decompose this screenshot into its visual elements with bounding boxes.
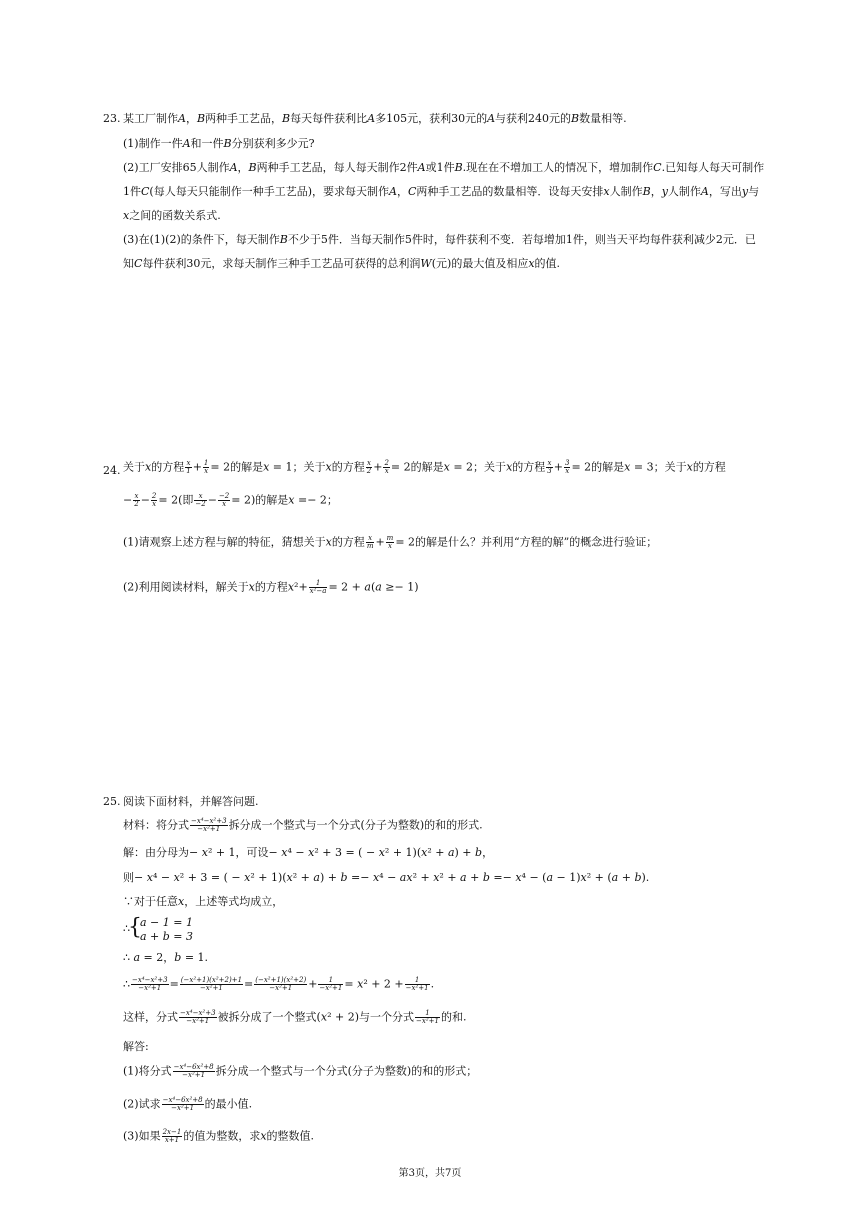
q25-answer-1: (1)将分式 $\frac{\text{−x⁴−6x²+8}}{\text{−x²+1}}$ 拆分成一个整式与一个分式(分子为整数)的和的形式； <box>123 1063 478 1079</box>
q23-part-3-line-1: (3)在(1)(2)的条件下，每天制作B不少于5件．当每天制作5件时，每件获利不变．若每增加1件，则当天平均每件获利减少2元．已 <box>123 233 756 246</box>
question-number-24: 24. <box>103 464 121 477</box>
q25-answer-heading: 解答: <box>123 1040 149 1053</box>
q23-part-2-line-2: 1件C(每人每天只能制作一种手工艺品)，要求每天制作A，C两种手工艺品的数量相等．设每天安排x人制作B，y人制作A，写出y与 <box>123 185 760 198</box>
q25-answer-3: (3)如果 $\frac{2x-1}{x+1}$ 的值为整数，求x的整数值. <box>123 1128 315 1144</box>
q23-stem: 某工厂制作A，B两种手工艺品，B每天每件获利比A多105元，获利30元的A与获利240元的B数量相等. <box>123 112 627 125</box>
q23-part-1: (1)制作一件A和一件B分别获利多少元? <box>123 137 315 150</box>
q25-solution-6: 这样，分式 $\frac{\text{−x⁴−x²+3}}{\text{−x²+1}}$ 被拆分成了一个整式(x² + 2)与一个分式 $\frac{1}{\text{−x²+1}}$ 的和. <box>123 1009 467 1025</box>
q24-part-2: (2)利用阅读材料，解关于x的方程x²+ $\frac{1}{\text{x²−a}}$ = 2 + a(a ≥− 1) <box>123 579 419 595</box>
q23-part-3-line-2: 知C每件获利30元，求每天制作三种手工艺品可获得的总利润W(元)的最大值及相应x的值. <box>123 257 561 270</box>
q25-system-eq-2: a + b = 3 <box>140 930 194 943</box>
q25-answer-2: (2)试求 $\frac{\text{−x⁴−6x²+8}}{\text{−x²+1}}$ 的最小值. <box>123 1096 253 1112</box>
q23-part-2-line-1: (2)工厂安排65人制作A，B两种手工艺品，每人每天制作2件A或1件B.现在在不增加工人的情况下，增加制作C.已知每人每天可制作 <box>123 161 765 174</box>
q25-solution-2: 则− x⁴ − x² + 3 = ( − x² + 1)(x² + a) + b =− x⁴ − ax² + x² + a + b =− x⁴ − (a − 1)x² + (a + b). <box>123 871 650 884</box>
q23-part-2-line-3: x之间的函数关系式. <box>123 209 221 222</box>
q25-solution-5: ∴ $\frac{\text{−x⁴−x²+3}}{\text{−x²+1}}$ = $\frac{\text{(−x²+1)(x²+2)+1}}{\text{−x²+1}}$ = $\frac{\text{(−x²+1)(x²+2)}}{\text{−x²+1}}$ + $\frac{1}{\text{−x²+1}}$ = x² + 2 + $\frac{1}{\text{−x²+1}}$ . <box>123 976 435 992</box>
q24-line-2: − $\frac{x}{2}$ − $\frac{2}{x}$ = 2(即 $\frac{x}{-2}$ − $\frac{-2}{x}$ = 2)的解是x =− 2； <box>123 492 338 508</box>
therefore-symbol: ∴ <box>123 922 130 935</box>
q25-solution-1: 解：由分母为− x² + 1，可设− x⁴ − x² + 3 = ( − x² + 1)(x² + a) + b， <box>123 846 494 859</box>
q24-part-1: (1)请观察上述方程与解的特征，猜想关于x的方程 $\frac{x}{m}$ + $\frac{m}{x}$ = 2的解是什么？并利用“方程的解”的概念进行验证； <box>123 534 658 550</box>
q25-solution-3: ∵对于任意x，上述等式均成立， <box>123 895 284 908</box>
q25-intro: 阅读下面材料，并解答问题. <box>123 795 259 808</box>
q25-solution-4: ∴ a = 2，b = 1. <box>123 951 209 964</box>
question-number-25: 25. <box>103 795 121 808</box>
q24-line-1: 关于x的方程 $\frac{x}{1}$ + $\frac{1}{x}$ = 2的解是x = 1；关于x的方程 $\frac{x}{2}$ + $\frac{2}{x}$ = 2的解是x = 2；关于x的方程 $\frac{x}{3}$ + $\frac{3}{x}$ = 2的解是x = 3；关于x的方程 <box>123 459 726 475</box>
system-brace: { <box>128 915 142 940</box>
question-number-23: 23. <box>103 112 121 125</box>
q25-system-eq-1: a − 1 = 1 <box>140 916 193 929</box>
q25-material: 材料：将分式 $\frac{\text{−x⁴−x²+3}}{\text{−x²+1}}$ 拆分成一个整式与一个分式(分子为整数)的和的形式. <box>123 817 483 833</box>
page-footer: 第3页，共7页 <box>398 1168 462 1179</box>
